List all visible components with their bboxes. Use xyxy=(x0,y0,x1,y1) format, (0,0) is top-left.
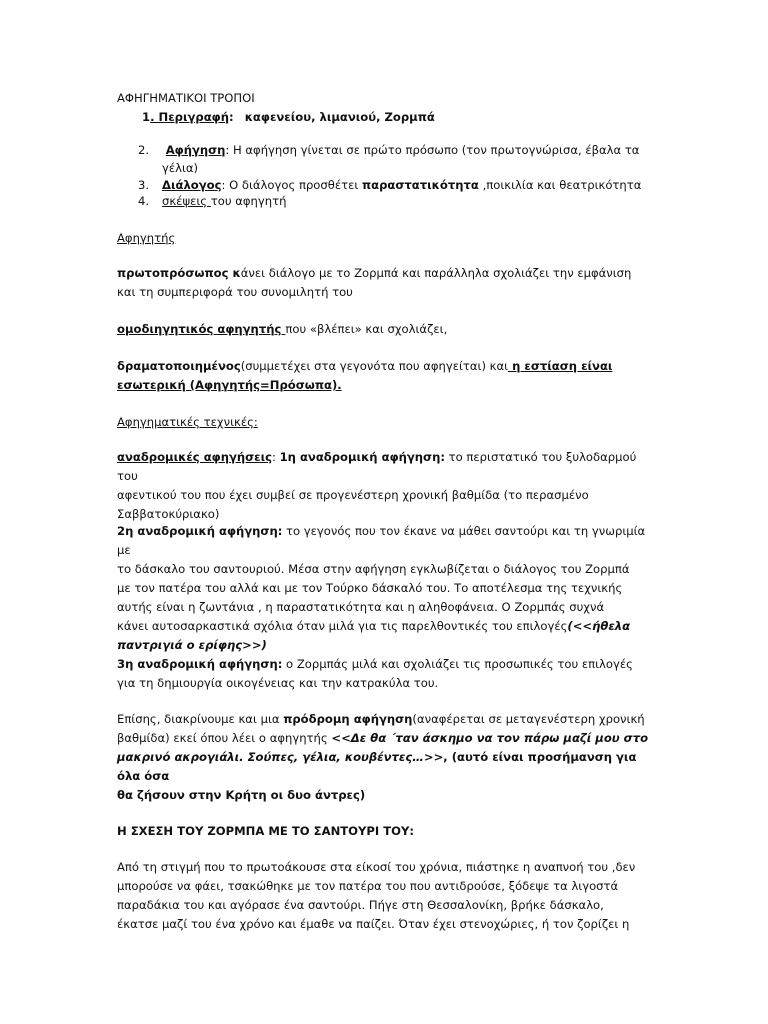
narrator-heading-text: Αφηγητής xyxy=(117,231,176,245)
t1-line1: το περιστατικό του ξυλοδαρμού του xyxy=(117,450,637,483)
list-item-3-text-a: : Ο διάλογος προσθέτει xyxy=(221,178,362,192)
p3-text: (συμμετέχει στα γεγονότα που αφηγείται) και xyxy=(240,359,509,373)
list-item-3-label: Διάλογος xyxy=(162,178,222,192)
t4-bold-3: θα ζήσουν στην Κρήτη οι δυο άντρες) xyxy=(117,788,366,802)
t4-line2a: βαθμίδα) εκεί όπου λέει ο αφηγητής xyxy=(117,731,332,745)
list-item-1-number: 1 xyxy=(142,110,151,124)
list-item-4-number: 4. xyxy=(138,194,150,208)
t2-line2: το δάσκαλο του σαντουριού. Μέσα στην αφήγηση εγκλωβίζεται ο διάλογος του Ζορμπά xyxy=(117,562,630,576)
t3-bold: 3η αναδρομική αφήγηση: xyxy=(117,657,283,671)
p2-bold: ομοδιηγητικός αφηγητής xyxy=(117,322,286,336)
t2-line5: κάνει αυτοσαρκαστικά σχόλια όταν μιλά για τις παρελθοντικές του επιλογές xyxy=(117,619,568,633)
p5-line1: Από τη στιγμή που το πρωτοάκουσε στα είκοσί του χρόνια, πιάστηκε η αναπνοή του ,δεν xyxy=(117,860,636,874)
t2-bold: 2η αναδρομική αφήγηση: xyxy=(117,524,283,538)
list-item-2 xyxy=(138,141,658,160)
t3-line2: για τη δημιουργία οικογένειας και την κατρακύλα του. xyxy=(117,676,439,690)
paragraph-retrospective-2 xyxy=(117,522,657,655)
t4-bold: πρόδρομη αφήγηση xyxy=(283,712,413,726)
list-item-1 xyxy=(142,108,662,127)
paragraph-first-person xyxy=(117,264,657,302)
p1-bold: πρωτοπρόσωπος κ xyxy=(117,266,241,280)
t2-line3: με τον πατέρα του αλλά και με τον Τούρκο δάσκαλό του. Το αποτέλεσμα της τεχνικής xyxy=(117,581,623,595)
t4-quote-2: μακρινό ακρογιάλι. Σούπες, γέλια, κουβέντες…>> xyxy=(117,750,444,764)
t2-line1: το γεγονός που τον έκανε να μάθει σαντούρι και τη γνωριμία με xyxy=(117,524,646,557)
t2-line4: αυτής είναι η ζωντάνια , η παραστατικότητα και η αληθοφάνεια. Ο Ζορμπάς συχνά xyxy=(117,600,605,614)
t1-bold: 1η αναδρομική αφήγηση: xyxy=(279,450,445,464)
t4-line1a: Επίσης, διακρίνουμε και μια xyxy=(117,712,284,726)
p5-line3: παραδάκια του και αγόρασε ένα σαντούρι. Πήγε στη Θεσσαλονίκη, βρήκε δάσκαλο, xyxy=(117,898,604,912)
p3-bold-underline-1: η εστίαση είναι xyxy=(508,359,613,373)
t1-colon: : xyxy=(272,450,280,464)
list-item-4 xyxy=(138,192,658,211)
list-item-3-bold: παραστατικότητα xyxy=(361,178,479,192)
list-item-2-text: : Η αφήγηση γίνεται σε πρώτο πρόσωπο (τον πρωτογνώρισα, έβαλα τα xyxy=(225,143,640,157)
p1-line2: και τη συμπεριφορά του συνομιλητή του xyxy=(117,285,353,299)
paragraph-prolepsis xyxy=(117,710,657,805)
paragraph-dramatized xyxy=(117,357,657,395)
p5-line4: έκατσε μαζί του ένα χρόνο και έμαθε να παίζει. Όταν έχει στενοχώριες, ή τον ζορίζει η xyxy=(117,917,630,931)
list-item-4-text: του αφηγητή xyxy=(210,194,287,208)
list-item-4-label: σκέψεις xyxy=(162,194,211,208)
t1-label: αναδρομικές αφηγήσεις xyxy=(117,450,273,464)
narrator-heading xyxy=(117,229,657,248)
p1-line1: άνει διάλογο με το Ζορμπά και παράλληλα σχολιάζει την εμφάνιση xyxy=(240,266,632,280)
t2-quote-2: παντριγιά ο ερίφης>>) xyxy=(117,638,267,652)
p5-line2: μπορούσε να φάει, τσακώθηκε με τον πατέρα του που αντιδρούσε, ξόδεψε τα λιγοστά xyxy=(117,879,619,893)
p3-bold-underline-2: εσωτερική (Αφηγητής=Πρόσωπα). xyxy=(117,378,342,392)
t2-quote-1: (<<ήθελα xyxy=(567,619,631,633)
t4-bold-2: , (αυτό είναι προσήμανση για όλα όσα xyxy=(117,750,637,783)
list-item-3-text-b: ,ποικιλία και θεατρικότητα xyxy=(478,178,642,192)
document-title xyxy=(117,89,657,108)
section-2-heading xyxy=(117,822,657,841)
t4-quote-1: <<Δε θα ΄ταν άσκημο να τον πάρω μαζί μου στο xyxy=(331,731,649,745)
t1-line2: αφεντικού του που έχει συμβεί σε προγενέστερη χρονική βαθμίδα (το περασμένο xyxy=(117,488,589,502)
list-item-2-label: Αφήγηση xyxy=(165,143,226,157)
t4-line1b: (αναφέρεται σε μεταγενέστερη χρονική xyxy=(412,712,645,726)
list-item-1-colon: : xyxy=(228,110,234,124)
list-item-3-number: 3. xyxy=(138,178,150,192)
t3-line1: ο Ζορμπάς μιλά και σχολιάζει τις προσωπικές του επιλογές xyxy=(282,657,633,671)
paragraph-homodiegetic xyxy=(117,320,657,339)
paragraph-santouri-relation xyxy=(117,858,657,934)
list-item-2-cont-text: γέλια) xyxy=(162,161,199,175)
list-item-1-text: καφενείου, λιμανιού, Ζορμπά xyxy=(244,110,435,124)
list-item-2-number: 2. xyxy=(138,143,150,157)
section-2-heading-text: Η ΣΧΕΣΗ ΤΟΥ ΖΟΡΜΠΑ ΜΕ ΤΟ ΣΑΝΤΟΥΡΙ ΤΟΥ: xyxy=(117,824,415,838)
paragraph-retrospective-1 xyxy=(117,448,657,524)
paragraph-retrospective-3 xyxy=(117,655,657,693)
techniques-heading xyxy=(117,413,657,432)
t1-line3: Σαββατοκύριακο) xyxy=(117,507,220,521)
p2-text: που «βλέπει» και σχολιάζει, xyxy=(285,322,448,336)
title-text: ΑΦΗΓΗΜΑΤΙΚΟΙ ΤΡΟΠΟΙ xyxy=(117,91,255,105)
p3-bold: δραματοποιημένος xyxy=(117,359,241,373)
techniques-heading-text: Αφηγηματικές τεχνικές: xyxy=(117,415,258,429)
list-item-1-label: . Περιγραφή xyxy=(150,110,229,124)
